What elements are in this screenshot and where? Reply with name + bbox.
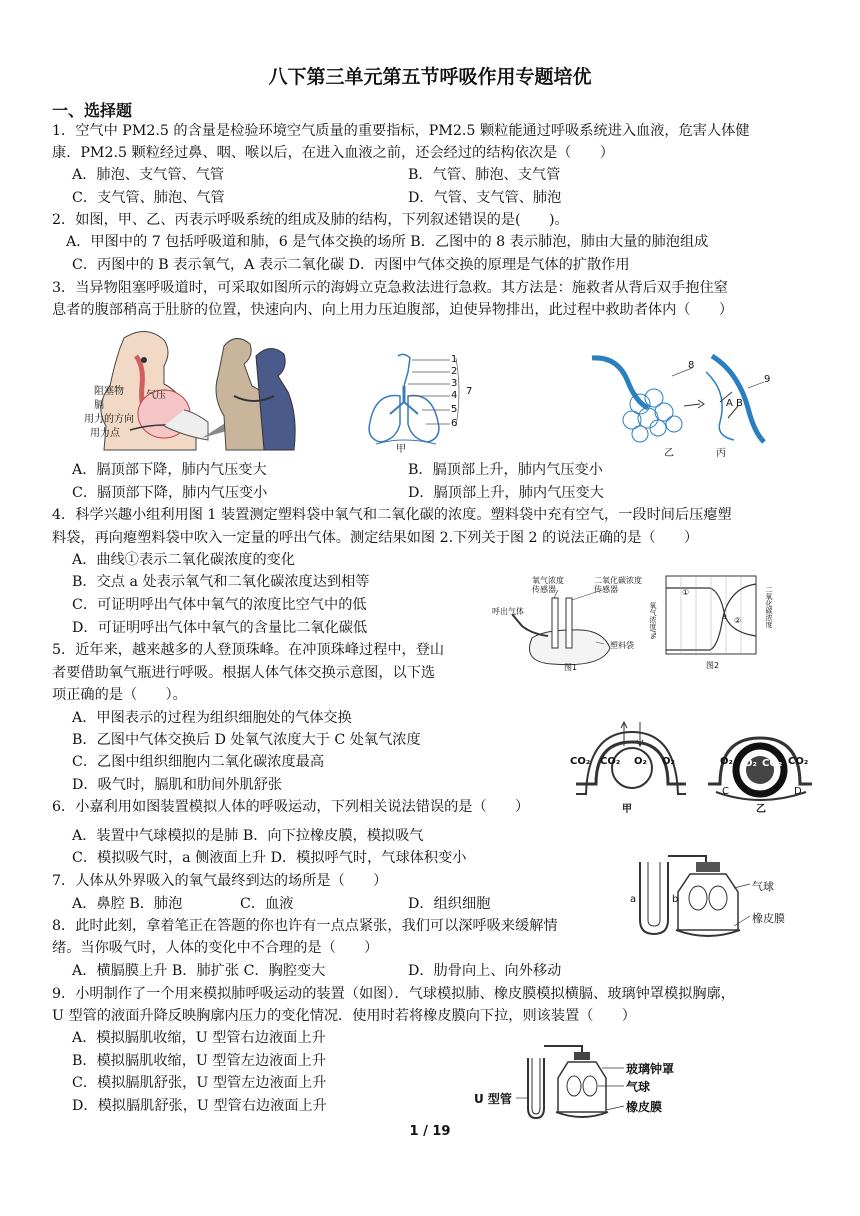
q3-stem-cont: 息者的腹部稍高于肚脐的位置，快速向内、向上用力压迫腹部，迫使异物排出，此过程中救助者体内（ ） bbox=[52, 302, 734, 318]
lungs-figure bbox=[356, 352, 486, 456]
q9-label-membrane: 橡皮膜 bbox=[626, 1100, 663, 1114]
q1-option-b: B．气管、肺泡、支气管 bbox=[408, 167, 561, 183]
q9-option-d: D．模拟膈肌舒张，U 型管右边液面上升 bbox=[72, 1098, 327, 1114]
q9-stem: 9．小明制作了一个用来模拟肺呼吸运动的装置（如图）．气球模拟肺、橡皮膜模拟横膈、玻璃钟罩模拟胸廓， bbox=[52, 986, 735, 1002]
yi-o2-left: O₂ bbox=[720, 756, 733, 767]
fig2-curve1-label: ① bbox=[682, 588, 690, 597]
q3-option-a: A．膈顶部下降，肺内气压变大 bbox=[72, 462, 267, 478]
label-force-direction: 用力的方向 bbox=[84, 414, 134, 425]
fig2-y2label: 二氧化碳浓度 bbox=[765, 586, 773, 628]
q2-stem: 2．如图，甲、乙、丙表示呼吸系统的组成及肺的结构，下列叙述错误的是( )。 bbox=[52, 212, 569, 228]
q4-option-c: C．可证明呼出气体中氧气的浓度比空气中的低 bbox=[72, 597, 367, 613]
breathing-model-q6 bbox=[626, 842, 790, 942]
q1-option-d: D．气管、支气管、肺泡 bbox=[408, 190, 562, 206]
q6-options-cd: C．模拟吸气时，a 侧液面上升 D．模拟呼气时，气球体积变小 bbox=[72, 850, 467, 866]
q3-option-c: C．膈顶部下降，肺内气压变小 bbox=[72, 485, 268, 501]
q1-stem-cont: 康．PM2.5 颗粒经过鼻、咽、喉以后，在进入血液之前，还会经过的结构依次是（ ） bbox=[52, 145, 614, 161]
q5-stem-cont2: 项正确的是（ ）。 bbox=[52, 687, 187, 703]
breathing-model-q9 bbox=[472, 1038, 702, 1122]
q9-option-a: A．模拟膈肌收缩，U 型管右边液面上升 bbox=[72, 1030, 326, 1046]
section-heading: 一、选择题 bbox=[52, 101, 133, 120]
q4-option-d: D．可证明呼出气体中氧气的含量比二氧化碳低 bbox=[72, 620, 368, 636]
alveoli-label-8: 8 bbox=[688, 360, 695, 371]
fig2-ylabel: 氧气浓度/% bbox=[649, 602, 657, 640]
q9-label-utube: U 型管 bbox=[474, 1092, 512, 1106]
lung-label-2: 2 bbox=[451, 366, 458, 377]
q4-stem: 4．科学兴趣小组利用图 1 装置测定塑料袋中氧气和二氧化碳的浓度。塑料袋中充有空气，一段时间后压瘪塑 bbox=[52, 507, 732, 523]
label-force-point: 用力点 bbox=[90, 428, 120, 439]
q1-option-a: A．肺泡、支气管、气管 bbox=[72, 167, 225, 183]
yi-label-c: C bbox=[722, 786, 729, 797]
q7-option-d: D．组织细胞 bbox=[408, 896, 491, 912]
fig2-chart bbox=[648, 572, 780, 672]
q5-option-a: A．甲图表示的过程为组织细胞处的气体交换 bbox=[72, 710, 352, 726]
jia-o2-right: O₂ bbox=[662, 756, 675, 767]
q5-option-d: D．吸气时，膈肌和肋间外肌舒张 bbox=[72, 777, 283, 793]
label-pressure: 气压 bbox=[146, 390, 166, 401]
lung-label-1: 1 bbox=[451, 354, 458, 365]
q8-stem-cont: 绪。当你吸气时，人体的变化中不合理的是（ ） bbox=[52, 940, 379, 956]
alveoli-label-b: B bbox=[736, 398, 743, 409]
q6-label-a: a bbox=[630, 894, 637, 905]
fig1-o2-sensor: 氧气浓度 传感器 bbox=[532, 576, 564, 594]
q3-option-b: B．膈顶部上升，肺内气压变小 bbox=[408, 462, 603, 478]
q5-stem-cont: 者要借助氧气瓶进行呼吸。根据人体气体交换示意图，以下选 bbox=[52, 665, 436, 681]
lung-label-4: 4 bbox=[451, 390, 458, 401]
q8-option-d: D．肋骨向上、向外移动 bbox=[408, 963, 562, 979]
q6-stem: 6．小嘉利用如图装置模拟人体的呼吸运动，下列相关说法错误的是（ ） bbox=[52, 799, 530, 815]
lung-label-5: 5 bbox=[451, 404, 458, 415]
gas-exchange-figure bbox=[566, 712, 816, 816]
alveoli-figure bbox=[588, 352, 774, 458]
q8-options-abc: A．横膈膜上升 B．肺扩张 C．胸腔变大 bbox=[72, 963, 326, 979]
q6-options-ab: A．装置中气球模拟的是肺 B．向下拉橡皮膜，模拟吸气 bbox=[72, 828, 424, 844]
yi-label-d: D bbox=[794, 786, 802, 797]
q6-label-membrane: 橡皮膜 bbox=[752, 912, 785, 925]
label-diaphragm: 膈 bbox=[94, 400, 104, 411]
lung-label-7: 7 bbox=[466, 386, 473, 397]
jia-o2-mid: O₂ bbox=[634, 756, 647, 767]
q2-options-ab: A．甲图中的 7 包括呼吸道和肺，6 是气体交换的场所 B．乙图中的 8 表示肺泡，肺由大量的肺泡组成 bbox=[66, 234, 709, 250]
q7-option-c: C．血液 bbox=[240, 896, 294, 912]
alveoli-label-a: A bbox=[726, 398, 733, 409]
fig2-intersection-label: a bbox=[722, 612, 727, 621]
fig1-caption: 图1 bbox=[564, 663, 578, 672]
q5-option-c: C．乙图中组织细胞内二氧化碳浓度最高 bbox=[72, 754, 325, 770]
q9-stem-cont: U 型管的液面升降反映胸廓内压力的变化情况．使用时若将橡皮膜向下拉，则该装置（ ） bbox=[52, 1008, 636, 1024]
yi-co2-inner: CO₂ bbox=[762, 758, 783, 769]
lung-label-6: 6 bbox=[451, 418, 458, 429]
alveoli-caption-bing: 丙 bbox=[716, 448, 726, 459]
jia-caption: 甲 bbox=[622, 804, 632, 815]
q2-options-cd: C．丙图中的 B 表示氧气，A 表示二氧化碳 D．丙图中气体交换的原理是气体的扩散作用 bbox=[72, 257, 630, 273]
alveoli-label-9: 9 bbox=[764, 374, 771, 385]
fig2-caption: 图2 bbox=[706, 661, 720, 670]
q4-option-b: B．交点 a 处表示氧气和二氧化碳浓度达到相等 bbox=[72, 574, 370, 590]
q8-stem: 8．此时此刻，拿着笔正在答题的你也许有一点点紧张，我们可以深呼吸来缓解情 bbox=[52, 918, 558, 934]
q3-option-d: D．膈顶部上升，肺内气压变大 bbox=[408, 485, 604, 501]
q9-label-balloon: 气球 bbox=[626, 1080, 651, 1094]
q3-stem: 3．当异物阻塞呼吸道时，可采取如图所示的海姆立克急救法进行急救。其方法是：施救者从背后双手抱住窒 bbox=[52, 280, 728, 296]
q9-label-bell: 玻璃钟罩 bbox=[626, 1062, 675, 1076]
yi-co2-right: CO₂ bbox=[788, 756, 809, 767]
label-obstruction: 阻塞物 bbox=[94, 386, 124, 397]
q5-option-b: B．乙图中气体交换后 D 处氧气浓度大于 C 处氧气浓度 bbox=[72, 732, 421, 748]
yi-o2-inner: O₂ bbox=[744, 758, 757, 769]
lung-caption: 甲 bbox=[396, 444, 406, 455]
q4-stem-cont: 料袋，再向瘪塑料袋中吹入一定量的呼出气体。测定结果如图 2.下列关于图 2 的说法正确的是（ ） bbox=[52, 530, 699, 546]
fig1-apparatus bbox=[492, 578, 652, 670]
q7-stem: 7．人体从外界吸入的氧气最终到达的场所是（ ） bbox=[52, 873, 388, 889]
q9-option-b: B．模拟膈肌收缩，U 型管左边液面上升 bbox=[72, 1053, 326, 1069]
alveoli-caption-yi: 乙 bbox=[664, 448, 674, 459]
q6-label-b: b bbox=[672, 894, 679, 905]
page-title: 八下第三单元第五节呼吸作用专题培优 bbox=[268, 66, 592, 88]
jia-co2-left: CO₂ bbox=[570, 756, 591, 767]
yi-caption: 乙 bbox=[756, 804, 766, 815]
fig1-bag-label: 塑料袋 bbox=[610, 641, 634, 650]
fig1-breath-label: 呼出气体 bbox=[492, 607, 524, 616]
page-number: 1 / 19 bbox=[409, 1124, 451, 1139]
q4-option-a: A．曲线①表示二氧化碳浓度的变化 bbox=[72, 552, 296, 568]
q9-option-c: C．模拟膈肌舒张，U 型管左边液面上升 bbox=[72, 1075, 327, 1091]
fig1-co2-sensor: 二氧化碳浓度 传感器 bbox=[594, 576, 642, 594]
q1-option-c: C．支气管、肺泡、气管 bbox=[72, 190, 225, 206]
fig2-curve2-label: ② bbox=[734, 616, 742, 625]
q6-label-balloon: 气球 bbox=[752, 880, 774, 893]
q1-stem: 1．空气中 PM2.5 的含量是检验环境空气质量的重要指标，PM2.5 颗粒能通过呼吸系统进入血液，危害人体健 bbox=[52, 123, 750, 139]
heimlich-figure bbox=[84, 326, 302, 452]
q5-stem: 5．近年来，越来越多的人登顶珠峰。在冲顶珠峰过程中，登山 bbox=[52, 642, 445, 658]
jia-co2-mid: CO₂ bbox=[600, 756, 621, 767]
lung-label-3: 3 bbox=[451, 378, 458, 389]
q7-options-ab: A．鼻腔 B．肺泡 bbox=[72, 896, 183, 912]
